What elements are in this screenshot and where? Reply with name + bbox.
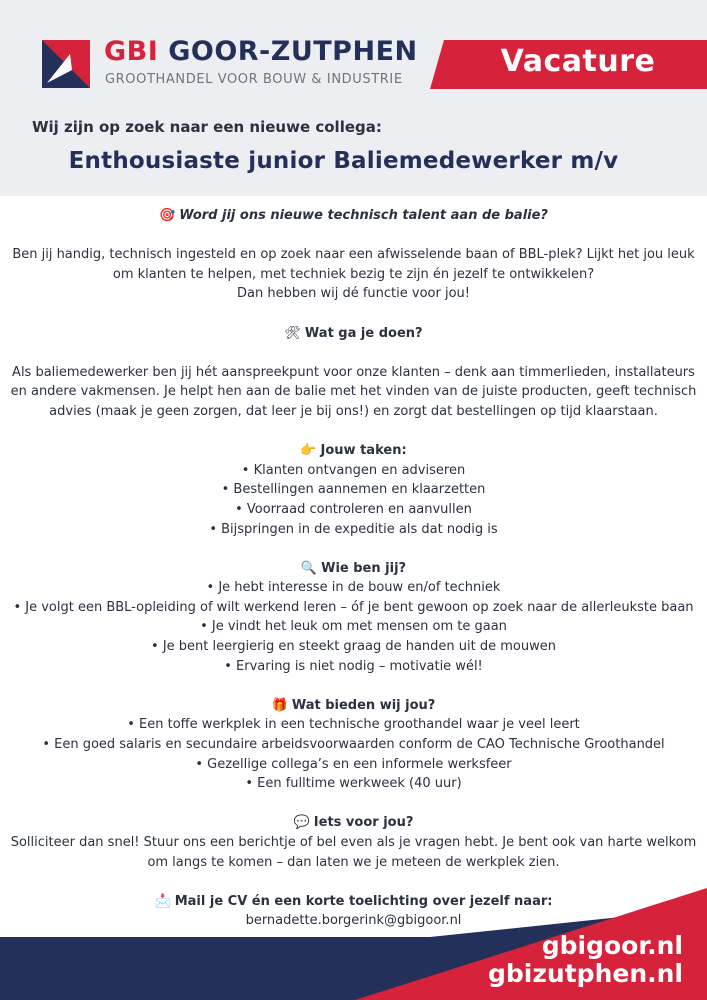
what-line: en andere vakmensen. Je helpt hen aan de balie met het vinden van de juiste producten, geeft technisch <box>10 384 697 400</box>
hook-heading <box>0 206 707 226</box>
apply-heading <box>0 813 707 833</box>
envelope-icon: 📩 <box>154 893 171 909</box>
who-heading-text: Wie ben jij? <box>321 560 407 576</box>
what-line: advies (maak je geen zorgen, dat leer je bij ons!) en zorgt dat bestellingen op tijd klaarstaan. <box>49 403 658 419</box>
magnifier-icon: 🔍 <box>300 560 318 576</box>
offer-heading <box>0 696 707 716</box>
what-heading-text: Wat ga je doen? <box>304 325 423 341</box>
tools-icon: 🛠 <box>284 325 301 341</box>
offer-item: • Een fulltime werkweek (40 uur) <box>245 776 462 792</box>
intro-line: Dan hebben wij dé functie voor jou! <box>237 286 470 302</box>
task-item: • Bestellingen aannemen en klaarzetten <box>221 482 486 498</box>
brand-location: GOOR-ZUTPHEN <box>168 36 418 67</box>
brand-name <box>104 36 418 67</box>
who-item: • Ervaring is niet nodig – motivatie wél! <box>224 658 483 674</box>
offer-item: • Een goed salaris en secundaire arbeidsvoorwaarden conform de CAO Technische Groothandel <box>42 737 665 753</box>
apply-line: Solliciteer dan snel! Stuur ons een berichtje of bel even als je vragen hebt. Je bent ook van harte welkom <box>10 835 697 850</box>
speech-bubble-icon: 💬 <box>293 815 310 831</box>
intro-line: om klanten te helpen, met techniek bezig te zijn én jezelf te ontwikkelen? <box>112 266 595 282</box>
contact-email[interactable]: bernadette.borgerink@gbigoor.nl <box>245 913 462 929</box>
hook-heading-text: Word jij ons nieuwe technisch talent aan de balie? <box>179 208 548 223</box>
who-item: • Je hebt interesse in de bouw en/of techniek <box>206 580 501 596</box>
target-icon: 🎯 <box>159 208 176 223</box>
tasks-heading <box>0 441 707 461</box>
who-item: • Je vindt het leuk om met mensen om te gaan <box>200 619 507 635</box>
vacature-label: Vacature <box>500 44 656 79</box>
task-item: • Voorraad controleren en aanvullen <box>235 501 472 517</box>
offer-heading-text: Wat bieden wij jou? <box>291 697 436 713</box>
gbi-logo-icon <box>42 40 90 88</box>
task-item: • Klanten ontvangen en adviseren <box>241 462 466 478</box>
who-item: • Je volgt een BBL-opleiding of wilt werkend leren – óf je bent gewoon op zoek naar de allerleukste baan <box>13 599 694 615</box>
what-heading <box>0 324 707 344</box>
brand-tagline: GROOTHANDEL VOOR BOUW & INDUSTRIE <box>105 72 403 87</box>
intro-text: Wij zijn op zoek naar een nieuwe collega: <box>32 118 382 136</box>
offer-item: • Gezellige collega’s en een informele werksfeer <box>195 756 512 772</box>
tasks-heading-text: Jouw taken: <box>320 443 407 459</box>
what-line: Als baliemedewerker ben jij hét aanspreekpunt voor onze klanten – denk aan timmerlieden, installateurs <box>12 364 695 380</box>
brand-accent: GBI <box>104 36 159 67</box>
job-title: Enthousiaste junior Baliemedewerker m/v <box>68 148 619 174</box>
vacancy-body <box>0 206 707 931</box>
website-link-gbizutphen[interactable]: gbizutphen.nl <box>488 959 683 988</box>
intro-line: Ben jij handig, technisch ingesteld en op zoek naar een afwisselende baan of BBL-plek? Lijkt het jou leuk <box>12 247 695 263</box>
website-link-gbigoor[interactable]: gbigoor.nl <box>541 931 683 960</box>
mail-heading-text: Mail je CV én een korte toelichting over jezelf naar: <box>174 893 553 909</box>
offer-item: • Een toffe werkplek in een technische groothandel waar je veel leert <box>127 717 580 733</box>
who-heading <box>0 559 707 579</box>
apply-line: om langs te komen – dan laten we je meteen de werkplek zien. <box>147 854 560 870</box>
task-item: • Bijspringen in de expeditie als dat nodig is <box>209 521 498 537</box>
apply-heading-text: Iets voor jou? <box>313 815 414 831</box>
who-item: • Je bent leergierig en steekt graag de handen uit de mouwen <box>151 639 556 655</box>
header-band <box>0 0 707 196</box>
pointing-hand-icon: 👉 <box>300 443 317 459</box>
gift-icon: 🎁 <box>271 697 288 713</box>
